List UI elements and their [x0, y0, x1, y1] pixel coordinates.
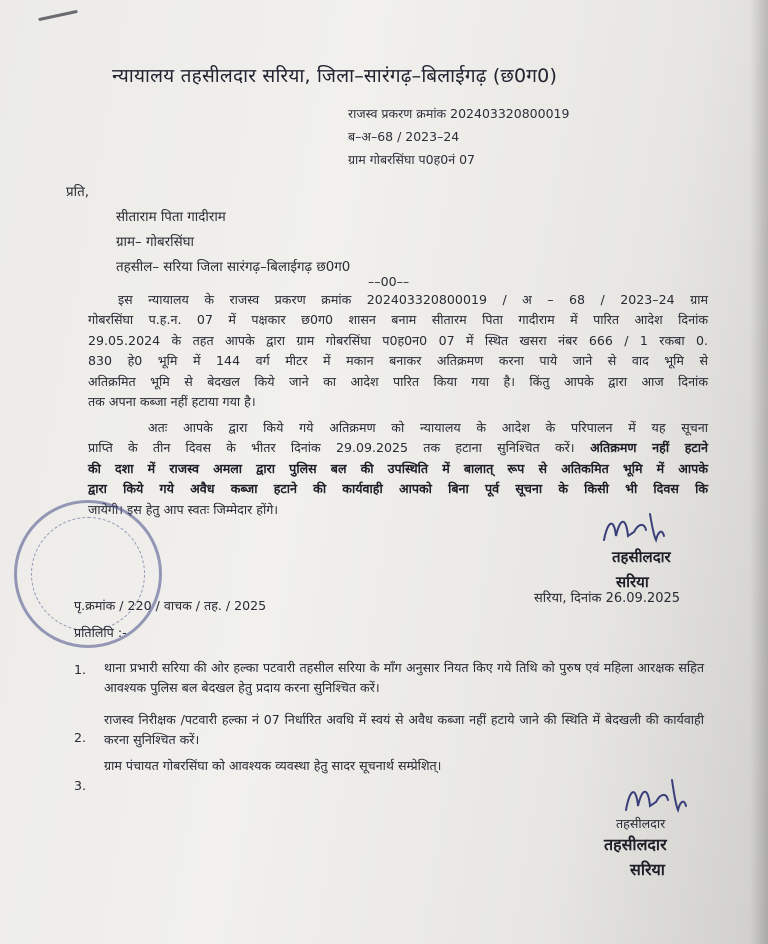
place-date: सरिया, दिनांक 26.09.2025 — [534, 591, 681, 606]
court-title: न्यायालय तहसीलदार सरिया, जिला–सारंगढ़–बिलाईगढ़ (छ0ग0) — [112, 65, 558, 87]
case-number: राजस्व प्रकरण क्रमांक 202403320800019 — [348, 106, 570, 121]
body-line: गोबरसिंघा प.ह.न. 07 में पक्षकार छ0ग0 शासन बनाम सीतारम पिता गादीराम में पारित आदेश दिनांक — [88, 312, 708, 328]
signature-scribble — [598, 506, 668, 548]
body-bold-line: द्वारा किये गये अवैध कब्जा हटाने की कार्यवाही आपको बिना पूर्व सूचना के किसी भी दिवस कि — [88, 481, 708, 497]
body-bold-line: की दशा में राजस्व अमला द्वारा पुलिस बल की उपस्थिति में बालात् रूप से अतिकमित भूमि में आपके — [88, 460, 708, 476]
body-line: 29.05.2024 के तहत आपके द्वारा ग्राम गोबरसिंघा प0ह0न0 07 में स्थित खसरा नंबर 666 / 1 रकबा 0. — [88, 332, 708, 348]
recipient-name: सीताराम पिता गादीराम — [116, 210, 226, 225]
stamp-designation: तहसीलदार — [604, 835, 667, 854]
copy-label: प्रतिलिपि :- — [74, 625, 127, 640]
list-item: ग्राम पंचायत गोबरसिंघा को आवश्यक व्यवस्था हेतु सादर सूचनार्थ सम्प्रेशित्। — [104, 758, 442, 773]
divider: ––00–– — [368, 274, 410, 289]
body-bold-text: अतिक्रमण नहीं हटाने — [574, 440, 708, 456]
page-edge-shadow — [750, 0, 768, 944]
body-line: तक अपना कब्जा नहीं हटाया गया है। — [88, 394, 256, 410]
body-line: अतिक्रमित भूमि से बेदखल किये जाने का आदेश पारित किया गया है। किंतु आपके द्वारा आज दिनांक — [88, 373, 708, 389]
village-ref: ग्राम गोबरसिंघा प0ह0नं 07 — [348, 152, 476, 167]
body-paragraph-1 — [88, 290, 708, 412]
body-line: अतः आपके द्वारा किये गये अतिक्रमण को न्यायालय के आदेश के परिपालन में यह सूचना — [148, 420, 708, 435]
list-number: 2. — [74, 730, 87, 745]
salutation: प्रति, — [66, 185, 89, 200]
recipient-village: ग्राम– गोबरसिंघा — [116, 235, 195, 250]
body-paragraph-2 — [88, 418, 708, 520]
body-text: प्राप्ति के तीन दिवस के भीतर दिनांक 29.09.2025 तक हटाना सुनिश्चित करें। — [88, 440, 575, 456]
signature-place: सरिया — [616, 573, 649, 591]
list-item: राजस्व निरीक्षक /पटवारी हल्का नं 07 निर्धारित अवधि में स्वयं से अवैध कब्जा नहीं हटाये जाने की स्थिति में बेदखली की कार्यवाही करना सुनिश्चित करें। — [104, 712, 704, 747]
list-item: थाना प्रभारी सरिया की ओर हल्का पटवारी तहसील सरिया के मॉंग अनुसार नियत किए गये तिथि को पुरुष एवं महिला आरक्षक सहित आवश्यक पुलिस बल बेदखल हेतु प्रदाय करना सुनिश्चित करें। — [104, 660, 704, 695]
list-number: 3. — [74, 778, 87, 793]
body-line-mixed — [88, 438, 708, 458]
body-line: जायेगी। इस हेतु आप स्वतः जिम्मेदार होंगे। — [88, 501, 279, 517]
signature-designation: तहसीलदार — [612, 548, 671, 566]
list-number: 1. — [74, 662, 87, 677]
body-line: 830 हे0 भूमि में 144 वर्ग मीटर में मकान बनाकर अतिक्रमण करना पाये जाने से वाद भूमि से — [88, 353, 708, 369]
typed-designation: तहसीलदार — [616, 816, 666, 831]
recipient-tehsil: तहसील– सरिया जिला सारंगढ़–बिलाईगढ़ छ0ग0 — [116, 260, 351, 275]
stamp-place: सरिया — [630, 860, 665, 879]
signature-scribble-2 — [618, 770, 688, 820]
case-code: ब–अ–68 / 2023–24 — [348, 129, 460, 144]
body-line: इस न्यायालय के राजस्व प्रकरण क्रमांक 202403320800019 / अ – 68 / 2023–24 ग्राम — [118, 292, 708, 307]
endorsement-number: पृ.क्रमांक / 220 / वाचक / तह. / 2025 — [74, 598, 267, 613]
